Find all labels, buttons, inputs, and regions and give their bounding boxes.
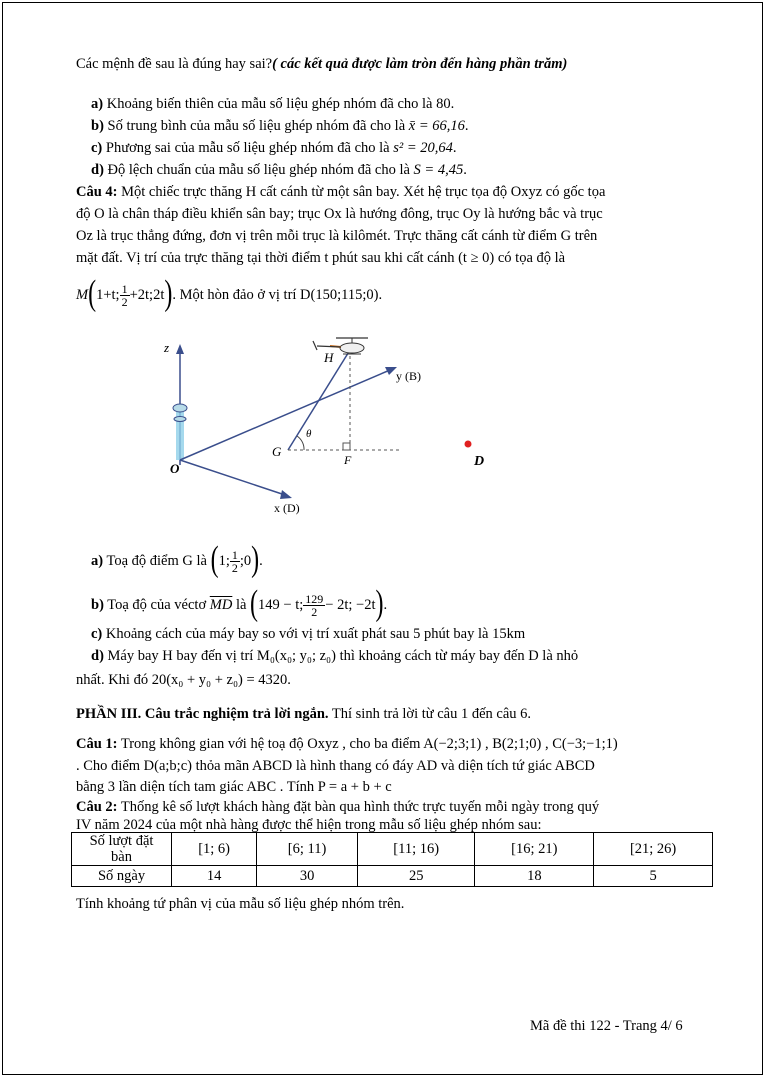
part3-heading: PHẦN III. Câu trắc nghiệm trả lời ngắn. Thí sinh trả lời từ câu 1 đến câu 6. bbox=[76, 706, 532, 722]
x-label: x (D) bbox=[274, 501, 300, 515]
x-axis-arrow bbox=[280, 490, 292, 499]
grouped-data-table bbox=[71, 832, 713, 887]
table-row bbox=[72, 866, 713, 887]
c2-line-2: IV năm 2024 của một nhà hàng được thể hiện trong mẫu số liệu ghép nhóm sau: bbox=[76, 817, 542, 833]
theta-label: θ bbox=[306, 428, 312, 440]
table-cell: 14 bbox=[172, 866, 257, 887]
table-row bbox=[72, 833, 713, 866]
intro-question: Các mệnh đề sau là đúng hay sai? bbox=[76, 56, 273, 72]
b-fraction: $\frac{129}{2}$ bbox=[305, 592, 324, 619]
q4-line-2: độ O là chân tháp điều khiển sân bay; trục Ox là hướng đông, trục Oy là hướng bắc và trục bbox=[76, 206, 603, 222]
q4-item-b: b) Toạ độ của véctơ $\overline{MD}$ là (149 − t; $\frac{129}{2}$ − 2t; −2t). bbox=[91, 584, 388, 624]
c2-line-1: Câu 2: Thống kê số lượt khách hàng đặt bàn qua hình thức trực tuyến mỗi ngày trong quý bbox=[76, 799, 600, 815]
prev-item-b: b) Số trung bình của mẫu số liệu ghép nhóm đã cho là x̄ = 66,16. bbox=[91, 118, 469, 134]
f-label: F bbox=[344, 453, 352, 467]
tower-ring-icon bbox=[174, 417, 186, 422]
right-angle-mark bbox=[343, 443, 350, 450]
c2-after: Tính khoảng tứ phân vị của mẫu số liệu ghép nhóm trên. bbox=[76, 896, 405, 912]
z-label: z bbox=[164, 340, 170, 355]
c1-line-2: . Cho điểm D(a;b;c) thỏa mãn ABCD là hình thang có đáy AD và diện tích tứ giác ABCD bbox=[76, 758, 595, 774]
q4-line-5: M(1+t; $\frac{1}{2}$ +2t;2t). Một hòn đảo ở vị trí D(150;115;0). bbox=[76, 274, 383, 314]
page-footer: Mã đề thi 122 - Trang 4/ 6 bbox=[530, 1018, 683, 1034]
q4-line-4: mặt đất. Vị trí của trực thăng tại thời điểm t phút sau khi cất cánh (t ≥ 0) có tọa độ là bbox=[76, 250, 566, 266]
z-axis-arrow bbox=[176, 344, 184, 354]
q4-fraction: $\frac{1}{2}$ bbox=[121, 282, 128, 309]
table-cell: [16; 21) bbox=[475, 833, 594, 866]
table-cell: 18 bbox=[475, 866, 594, 887]
prev-item-d: d) Độ lệch chuẩn của mẫu số liệu ghép nhóm đã cho là S = 4,45. bbox=[91, 162, 467, 178]
intro-note: ( các kết quả được làm tròn đến hàng phần trăm) bbox=[272, 56, 568, 72]
prev-item-a: a) Khoảng biến thiên của mẫu số liệu ghép nhóm đã cho là 80. bbox=[91, 96, 455, 112]
table-cell: 5 bbox=[594, 866, 713, 887]
q4-label: Câu 4: bbox=[76, 184, 118, 200]
table-cell: [6; 11) bbox=[257, 833, 358, 866]
a-fraction: $\frac{1}{2}$ bbox=[231, 548, 238, 575]
intro-line bbox=[76, 55, 567, 73]
q4-item-c: c) Khoảng cách của máy bay so với vị trí xuất phát sau 5 phút bay là 15km bbox=[91, 626, 526, 642]
table-cell: 25 bbox=[357, 866, 475, 887]
c1-line-1: Câu 1: Trong không gian với hệ toạ độ Oxyz , cho ba điểm A(−2;3;1) , B(2;1;0) , C(−3;−1;1) bbox=[76, 736, 618, 752]
q4-item-a: a) Toạ độ điểm G là (1; $\frac{1}{2}$ ;0). bbox=[91, 540, 263, 580]
o-label: O bbox=[170, 461, 180, 476]
q4-line-3: Oz là trục thẳng đứng, đơn vị trên mỗi trục là kilômét. Trực thăng cất cánh từ điểm G trên bbox=[76, 228, 598, 244]
d-point bbox=[465, 441, 472, 448]
helicopter-figure bbox=[60, 320, 520, 530]
table-cell: [11; 16) bbox=[357, 833, 475, 866]
table-header-label: Số lượt đặt bàn bbox=[72, 833, 172, 866]
prev-item-c: c) Phương sai của mẫu số liệu ghép nhóm đã cho là s² = 20,64. bbox=[91, 140, 457, 156]
table-cell: 30 bbox=[257, 866, 358, 887]
d-label: D bbox=[474, 454, 485, 469]
q4-line-1: Câu 4: Một chiếc trực thăng H cất cánh từ một sân bay. Xét hệ trục tọa độ Oxyz có gốc tọa bbox=[76, 184, 606, 200]
flight-path bbox=[288, 350, 350, 450]
table-cell: [1; 6) bbox=[172, 833, 257, 866]
helicopter-icon bbox=[313, 338, 368, 354]
y-axis bbox=[180, 370, 390, 460]
g-label: G bbox=[272, 444, 282, 459]
q4-item-d: d) Máy bay H bay đến vị trí M₀(x₀; y₀; z₀) thì khoảng cách từ máy bay đến D là nhỏ bbox=[91, 648, 579, 664]
table-row-label: Số ngày bbox=[72, 866, 172, 887]
tower-top-icon bbox=[173, 404, 187, 412]
table-cell: [21; 26) bbox=[594, 833, 713, 866]
x-axis bbox=[180, 460, 285, 495]
q4-item-d-cont: nhất. Khi đó 20(x₀ + y₀ + z₀) = 4320. bbox=[76, 672, 291, 688]
y-label: y (B) bbox=[396, 369, 421, 383]
theta-arc bbox=[297, 436, 304, 450]
c1-line-3: bằng 3 lần diện tích tam giác ABC . Tính P = a + b + c bbox=[76, 779, 392, 795]
h-label: H bbox=[324, 350, 334, 365]
